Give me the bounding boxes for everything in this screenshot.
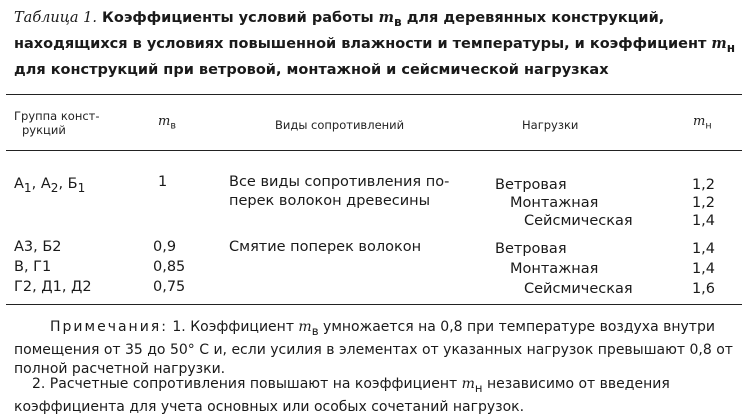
row1-mn-2: 1,2 [691, 195, 715, 211]
header-mv [158, 114, 176, 133]
row2-group-3: Г2, Д1, Д2 [14, 279, 92, 295]
header-loads: Нагрузки [522, 118, 579, 132]
row2-resistance: Смятие поперек волокон [229, 239, 422, 255]
row1-load-seismic: Сейсмическая [524, 213, 633, 229]
row1-group-sep1: , А [31, 176, 51, 192]
header-group-line2: рукций [22, 123, 66, 137]
row2-load-mount: Монтажная [510, 261, 599, 277]
row1-group-sub3: 1 [77, 180, 86, 195]
row1-load-wind: Ветровая [495, 177, 567, 193]
table-header-rule [6, 150, 742, 151]
caption-m-v: m [378, 9, 394, 26]
row1-group-sub1: 1 [23, 180, 32, 195]
row2-mn-1: 1,4 [691, 241, 715, 257]
note-2-sub: н [474, 380, 483, 395]
table-bottom-rule [6, 304, 742, 305]
header-resistance: Виды сопротивлений [275, 118, 405, 132]
row1-resistance-line2: перек волокон древесины [229, 193, 431, 209]
caption-text-2: для деревянных конструкций, находящихся в условиях повышенной влажности и температуры, и коэффициент [14, 10, 712, 52]
note-2-b: независимо от введения коэффициента для учета основных или особых сочетаний нагрузок. [14, 376, 670, 415]
note-2 [14, 375, 742, 417]
row2-group-2: В, Г1 [14, 259, 52, 275]
caption-sub-v: в [394, 14, 402, 29]
header-mv-sub: в [170, 120, 176, 132]
row1-resistance-line1: Все виды сопротивления по- [229, 174, 450, 190]
header-mn [693, 114, 712, 133]
header-mv-m: m [158, 114, 171, 129]
row1-mn-3: 1,4 [691, 213, 715, 229]
header-group [14, 109, 104, 137]
row2-mv-3: 0,75 [153, 279, 186, 295]
row1-load-mount: Монтажная [510, 195, 599, 211]
row1-group [14, 175, 85, 198]
note-1 [14, 318, 742, 379]
row1-group-sub2: 2 [50, 180, 59, 195]
note-2-m: m [461, 376, 475, 392]
note-2-a: 2. Расчетные сопротивления повышают на коэффициент [32, 376, 462, 392]
row1-group-sep2: , Б [58, 176, 78, 192]
notes-title: Примечания: [50, 319, 168, 335]
row1-mn-1: 1,2 [691, 177, 715, 193]
caption-text-1: Коэффициенты условий работы [96, 10, 379, 26]
note-1-a: 1. Коэффициент [167, 319, 299, 335]
row2-group-1: А3, Б2 [14, 239, 62, 255]
row2-mn-3: 1,6 [691, 281, 715, 297]
row2-mv-2: 0,85 [153, 259, 186, 275]
row2-load-seismic: Сейсмическая [524, 281, 633, 297]
table-caption [14, 7, 742, 81]
header-mn-sub: н [705, 120, 712, 132]
header-mn-m: m [693, 114, 706, 129]
row2-load-wind: Ветровая [495, 241, 567, 257]
caption-m-n: m [711, 34, 727, 52]
header-group-line1: Группа конст- [14, 109, 100, 123]
row1-group-a: А [14, 176, 24, 192]
table-top-rule [6, 94, 742, 95]
row1-mv: 1 [158, 174, 168, 190]
caption-sub-n: н [726, 40, 736, 55]
note-1-b: умножается на 0,8 при температуре воздуха внутри помещения от 35 до 50° С и, если усилия в элементах от указанных нагрузок превышают 0,8 от полной расчетной нагрузки. [14, 319, 733, 377]
note-1-sub: в [311, 323, 319, 338]
row2-mn-2: 1,4 [691, 261, 715, 277]
caption-label: Таблица 1. [14, 10, 97, 26]
row2-mv-1: 0,9 [153, 239, 177, 255]
caption-text-3: для конструкций при ветровой, монтажной и сейсмической нагрузках [14, 61, 609, 78]
note-1-m: m [298, 319, 312, 335]
